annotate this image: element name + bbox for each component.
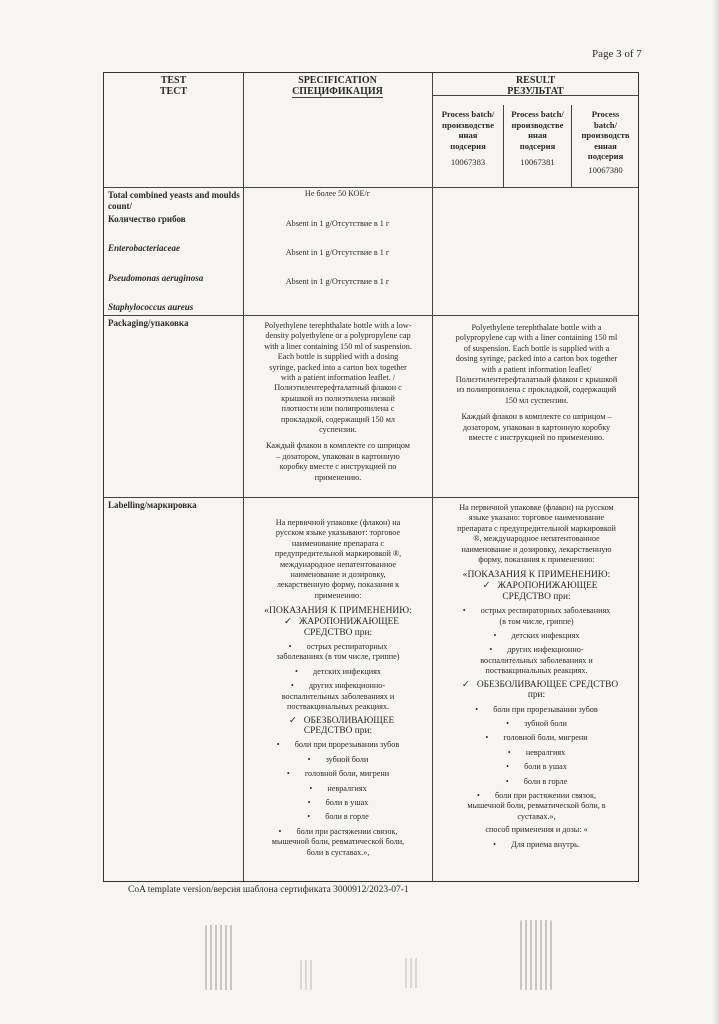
text-line: дозатором, упакован в картонную коробку: [462, 422, 611, 432]
test-labelling: Labelling/маркировка: [108, 500, 197, 510]
list-text: суставах.»,: [517, 811, 556, 821]
result-labelling: [434, 503, 639, 850]
antipyretic-title: ЖАРОПОНИЖАЮЩЕЕ: [497, 581, 598, 592]
list-text: поствакцинальных реакциях.: [286, 702, 390, 712]
antipyretic-heading: [434, 581, 639, 591]
list-text: зубной боли: [524, 718, 567, 728]
antipyretic-title: СРЕДСТВО при:: [502, 591, 571, 602]
header-result-en: RESULT: [515, 75, 556, 86]
text-line: форму, показания к применению:: [478, 555, 595, 565]
test-pseudomonas: Pseudomonas aeruginosa: [108, 273, 204, 283]
header-result-ru: РЕЗУЛЬТАТ: [507, 86, 564, 97]
list-text: головной боли, мигрени: [304, 769, 390, 779]
text-line: коробку вместе с инструкцией по: [279, 462, 397, 472]
text-line: with a patient information leaflet/: [481, 364, 592, 374]
batch-label: подсерия: [450, 140, 486, 151]
bullet-icon: [485, 733, 503, 742]
row-divider: [104, 187, 638, 188]
list-item: [245, 740, 431, 750]
spec-entero: Absent in 1 g/Отсутствие в 1 г: [285, 219, 390, 228]
list-text: зубной боли: [325, 754, 369, 764]
template-version-footer: CoA template version/версия шаблона сертификата 3000912/2023-07-1: [128, 885, 409, 895]
header-test-ru: ТЕСТ: [159, 86, 188, 97]
header-specification: [243, 75, 432, 98]
bullet-icon: [287, 769, 305, 778]
test-staphylococcus: Staphylococcus aureus: [108, 302, 194, 312]
batch-label: Process batch/: [511, 109, 564, 119]
bullet-icon: [295, 667, 313, 676]
page-number: Page 3 of 7: [592, 48, 642, 60]
list-item: [245, 642, 431, 652]
list-item: [434, 733, 639, 743]
test-enterobacteriaceae: Enterobacteriaceae: [108, 243, 180, 253]
indications-heading: «ПОКАЗАНИЯ К ПРИМЕНЕНИЮ:: [462, 569, 611, 581]
scan-smear: [205, 925, 233, 990]
scan-edge: [713, 0, 719, 1024]
test-yeasts-moulds: Total combined yeasts and moulds count/: [108, 190, 240, 211]
list-text: мышечной боли, ревматической боли,: [271, 837, 405, 847]
text-line: языке указано: торговое наименование: [468, 513, 605, 523]
row-divider: [104, 315, 638, 316]
text-line: наименование препарата с: [291, 538, 385, 548]
list-text: боли в ушах: [524, 762, 567, 772]
bullet-icon: [475, 705, 493, 714]
scan-smear: [405, 958, 419, 988]
test-fungi-count: Количество грибов: [108, 214, 186, 224]
bullet-icon: [289, 642, 307, 651]
header-spec-en: SPECIFICATION: [298, 75, 377, 86]
text-line: dosing syringe, packed into a carton box together: [455, 354, 618, 364]
text-line: русском языке указывают: торговое: [275, 528, 401, 538]
text-line: density polyethylene or a polypropylene cap: [265, 331, 411, 341]
list-text: острых респираторных: [306, 642, 388, 652]
antipyretic-title: СРЕДСТВО при:: [303, 627, 373, 638]
bullet-icon: [309, 784, 327, 793]
text-line: применению:: [314, 590, 362, 600]
bullet-icon: [308, 798, 326, 807]
list-text: острых респираторных заболеваниях: [480, 606, 611, 616]
bullet-icon: [308, 755, 326, 764]
list-item: [245, 681, 431, 691]
text-line: Polyethylene terephthalate bottle with a: [471, 323, 602, 332]
list-text: боли в горле: [325, 812, 369, 822]
text-line: наименование и дозировку, лекарственную: [461, 544, 612, 554]
checkmark-icon: ✓: [461, 679, 470, 690]
text-line: лекарственную форму, показания к: [276, 580, 400, 590]
text-line: Полиэтилентерефталатный флакон с: [274, 383, 402, 393]
list-text: боли при прорезывании зубов: [493, 704, 598, 714]
header-result: [432, 75, 639, 97]
text-line: применению.: [314, 472, 362, 482]
list-text: Для приема внутрь.: [511, 839, 580, 849]
text-line: Полиэтилентерефталатный флакон с крышкой: [455, 375, 618, 385]
test-packaging: Packaging/упаковка: [108, 318, 189, 328]
list-item: [434, 840, 639, 850]
bullet-icon: [506, 777, 524, 786]
batch-label: нная: [458, 130, 478, 141]
indications-heading: «ПОКАЗАНИЯ К ПРИМЕНЕНИЮ:: [264, 605, 412, 617]
list-text: боли при растяжении связок,: [494, 790, 596, 800]
antipyretic-heading: [245, 617, 431, 627]
result-packaging: [434, 323, 639, 443]
text-line: – дозатором, упакован в картонную: [276, 451, 400, 461]
text-line: На первичной упаковке (флакон) на: [275, 518, 401, 527]
row-divider: [104, 497, 638, 498]
text-line: Each bottle is supplied with a dosing: [277, 352, 399, 362]
text-line: крышкой из полиэтилена низкой: [281, 393, 395, 403]
bullet-icon: [277, 740, 295, 749]
bullet-icon: [506, 762, 524, 771]
bullet-icon: [463, 606, 481, 615]
certificate-table: [103, 72, 639, 882]
text-line: Каждый флакон в комплекте со шприцом –: [461, 412, 612, 422]
text-line: polypropylene cap with a liner containing 150 ml: [455, 333, 618, 343]
text-line: прокладкой, содержащий 150 мл: [281, 414, 395, 424]
header-test: [104, 75, 243, 97]
text-line: Каждый флакон в комплекте со шприцом: [266, 441, 410, 451]
bullet-icon: [477, 791, 495, 800]
list-item: [245, 784, 431, 794]
text-line: with a patient information leaflet. /: [280, 373, 396, 383]
batch-label: подсерия: [519, 140, 556, 151]
list-text: боли в ушах: [325, 797, 369, 807]
spec-labelling: [245, 518, 431, 858]
batch-label: Process batch/: [441, 109, 495, 119]
text-line: суспензии.: [319, 425, 357, 435]
batch-label: енная: [594, 140, 617, 151]
text-line: предупредительной маркировкой ®,: [274, 549, 402, 559]
list-text: невралгиях: [327, 783, 367, 793]
text-line: ®, международное непатентованное: [473, 534, 600, 544]
bullet-icon: [489, 645, 507, 654]
antipyretic-title: ЖАРОПОНИЖАЮЩЕЕ: [298, 617, 400, 628]
list-text: поствакцинальных реакциях.: [485, 666, 588, 676]
analgesic-title: при:: [527, 690, 546, 701]
list-text: (в том числе, гриппе): [499, 616, 574, 626]
text-line: Polyethylene terephthalate bottle with a low-: [264, 321, 412, 330]
scan-smear: [300, 960, 314, 990]
analgesic-title: ОБЕЗБОЛИВАЮЩЕЕ: [303, 715, 395, 726]
bullet-icon: [494, 631, 512, 640]
list-item: [434, 719, 639, 729]
list-text: других инфекционно-: [308, 681, 386, 691]
batch-label: batch/: [594, 119, 617, 130]
text-line: наименование и дозировку,: [290, 570, 386, 580]
list-text: заболеваниях (в том числе, гриппе): [276, 652, 400, 662]
text-line: международное непатентованное: [279, 559, 397, 569]
batch-number: 10067383: [450, 157, 486, 168]
list-item: [245, 798, 431, 808]
batch-label: подсерия: [587, 151, 624, 162]
list-item: [434, 631, 639, 641]
batch-label: производстве: [442, 119, 494, 130]
list-text: детских инфекциях: [511, 631, 580, 641]
bullet-icon: [506, 719, 524, 728]
text-line: of suspension. Each bottle is supplied with a: [463, 343, 610, 353]
text-line: плотности или полипропилена с: [281, 404, 395, 414]
list-item: [245, 755, 431, 765]
list-text: мышечной боли, ревматической боли, в: [467, 801, 606, 811]
list-item: [245, 812, 431, 822]
checkmark-icon: ✓: [288, 715, 297, 726]
column-divider: [432, 73, 433, 881]
scan-smear: [520, 920, 552, 990]
list-text: боли в суставах.»,: [306, 847, 370, 857]
list-text: воспалительных заболеваниях и: [281, 691, 395, 701]
batch-number: 10067381: [520, 157, 555, 168]
list-text: боли при растяжении связок,: [296, 826, 398, 836]
method-text: способ применения и дозы: «: [485, 825, 588, 835]
text-line: из полипропилена с прокладкой, содержащий: [456, 385, 617, 395]
text-line: препарата с предупредительной маркировкой: [457, 523, 616, 533]
list-text: невралгиях: [525, 747, 566, 757]
bullet-icon: [278, 827, 296, 836]
bullet-icon: [291, 681, 309, 690]
list-item: [245, 667, 431, 677]
spec-pseudomonas: Absent in 1 g/Отсутствие в 1 г: [285, 248, 390, 257]
bullet-icon: [493, 840, 511, 849]
list-item: [434, 791, 639, 801]
list-item: [434, 748, 639, 758]
text-line: syringe, packed into a carton box together: [269, 362, 407, 372]
batch-label: нная: [528, 130, 547, 141]
checkmark-icon: ✓: [284, 617, 292, 628]
header-spec-ru: СПЕЦИФИКАЦИЯ: [292, 86, 383, 97]
text-line: 150 мл суспензии.: [504, 395, 569, 405]
analgesic-heading: [434, 680, 639, 690]
text-line: На первичной упаковке (флакон) на русском: [459, 503, 614, 512]
list-text: воспалительных заболеваниях и: [480, 655, 593, 665]
list-item: [245, 827, 431, 837]
list-text: головной боли, мигрени: [503, 733, 588, 743]
spec-yeasts: Не более 50 КОЕ/г: [304, 189, 371, 198]
batch-number: 10067380: [588, 164, 623, 175]
list-item: [434, 606, 639, 616]
batch-label: производстве: [511, 119, 564, 130]
spec-packaging: [245, 321, 431, 483]
spec-staph: Absent in 1 g/Отсутствие в 1 г: [285, 277, 390, 286]
list-item: [434, 777, 639, 787]
batch-label: производств: [581, 130, 630, 141]
list-text: боли в горле: [523, 776, 568, 786]
batch-label: Process: [591, 109, 620, 119]
analgesic-title: СРЕДСТВО при:: [303, 725, 373, 736]
batch-column-3: [571, 105, 639, 187]
header-test-en: TEST: [160, 75, 187, 86]
list-item: [434, 762, 639, 772]
list-item: [434, 705, 639, 715]
checkmark-icon: ✓: [482, 581, 491, 592]
list-item: [245, 769, 431, 779]
list-text: детских инфекциях: [313, 666, 381, 676]
list-text: других инфекционно-: [507, 645, 584, 655]
bullet-icon: [508, 748, 526, 757]
list-item: [434, 645, 639, 655]
text-line: with a liner containing 150 ml of suspension.: [264, 341, 412, 351]
analgesic-heading: [245, 716, 431, 726]
analgesic-title: ОБЕЗБОЛИВАЮЩЕЕ СРЕДСТВО: [476, 679, 619, 690]
list-text: боли при прорезывании зубов: [294, 740, 400, 750]
batch-column-2: [503, 105, 571, 187]
bullet-icon: [307, 812, 325, 821]
batch-column-1: [432, 105, 503, 187]
text-line: вместе с инструкцией по применению.: [468, 433, 605, 443]
